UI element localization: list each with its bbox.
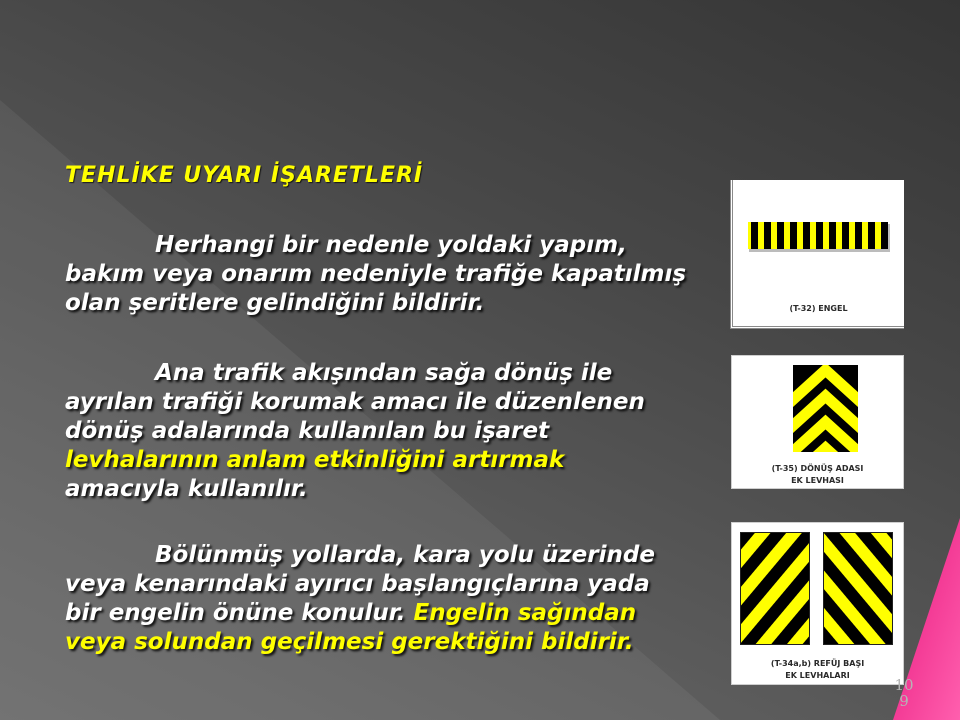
sign-image-t32 <box>730 180 904 329</box>
highlight-segment: Engelin sağından <box>413 600 637 626</box>
paragraph-2-line-4 <box>65 446 645 475</box>
paragraph-1-line-2 <box>65 260 686 289</box>
text-segment: bir engelin önüne konulur. <box>65 600 414 626</box>
paragraph-3-line-4 <box>65 628 655 657</box>
sign-caption: (T-34a,b) REFÜJ BAŞI <box>770 659 865 668</box>
sign-image-t34 <box>731 522 904 685</box>
text-segment: Bölünmüş yollarda, kara yolu üzerinde <box>155 542 655 568</box>
paragraph-3-line-3 <box>65 599 655 628</box>
paragraph-3-line-1 <box>65 541 655 570</box>
sign-caption: EK LEVHALARI <box>785 671 850 680</box>
sign-image-t35 <box>731 355 904 489</box>
text-segment: veya kenarındaki ayırıcı başlangıçlarına yada <box>65 571 650 597</box>
text-segment: Ana trafik akışından sağa dönüş ile <box>155 360 613 386</box>
sign-label-t35 <box>732 463 903 487</box>
paragraph-2-line-1 <box>65 359 645 388</box>
page-number: 109 <box>894 676 914 710</box>
paragraph-1 <box>65 231 686 318</box>
chevron-island-sign-icon <box>793 365 858 452</box>
paragraph-1-line-3 <box>65 289 686 318</box>
hazard-barrier-sign-icon <box>748 222 890 252</box>
text-segment: olan şeritlere gelindiğini bildirir. <box>65 290 485 316</box>
paragraph-3 <box>65 541 655 657</box>
sign-label-t32 <box>733 303 904 315</box>
paragraph-2-line-2 <box>65 388 645 417</box>
sign-caption: EK LEVHASI <box>791 476 844 485</box>
paragraph-1-line-1 <box>65 231 686 260</box>
paragraph-2-line-3 <box>65 417 645 446</box>
text-segment: amacıyla kullanılır. <box>65 476 308 502</box>
sign-label-t34 <box>732 658 903 682</box>
paragraph-2 <box>65 359 645 504</box>
highlight-segment: levhalarının anlam etkinliğini artırmak <box>65 447 565 473</box>
sign-caption: (T-35) DÖNÜŞ ADASI <box>771 464 864 473</box>
diagonal-stripe-sign-left-icon <box>740 532 810 645</box>
slide-title: TEHLİKE UYARI İŞARETLERİ <box>65 163 424 188</box>
highlight-segment: veya solundan geçilmesi gerektiğini bildirir. <box>65 629 634 655</box>
paragraph-2-line-5 <box>65 475 645 504</box>
paragraph-3-line-2 <box>65 570 655 599</box>
sign-caption: (T-32) ENGEL <box>789 304 848 313</box>
text-segment: ayrılan trafiği korumak amacı ile düzenlenen <box>65 389 645 415</box>
text-segment: Herhangi bir nedenle yoldaki yapım, <box>155 232 627 258</box>
diagonal-stripe-sign-right-icon <box>823 532 893 645</box>
text-segment: dönüş adalarında kullanılan bu işaret <box>65 418 550 444</box>
text-segment: bakım veya onarım nedeniyle trafiğe kapatılmış <box>65 261 687 287</box>
